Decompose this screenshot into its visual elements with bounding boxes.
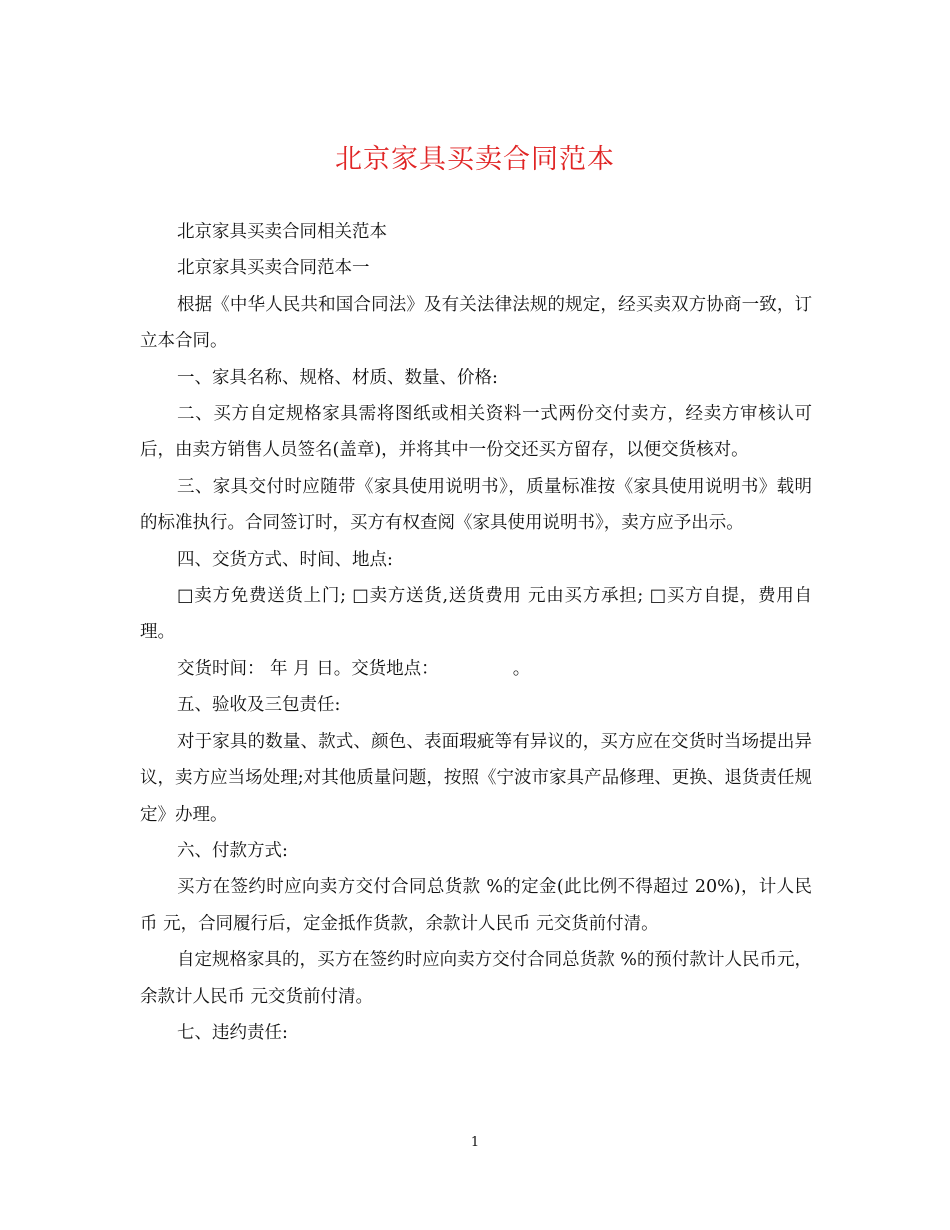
paragraph: 三、家具交付时应随带《家具使用说明书》，质量标准按《家具使用说明书》载明的标准执行。合同签订时，买方有权查阅《家具使用说明书》，卖方应予出示。 bbox=[140, 476, 812, 534]
section-heading: 六、付款方式: bbox=[177, 840, 288, 861]
section-heading: 一、家具名称、规格、材质、数量、价格: bbox=[177, 367, 498, 388]
paragraph: 北京家具买卖合同范本一 bbox=[177, 258, 370, 279]
page-title: 北京家具买卖合同范本 bbox=[335, 144, 615, 175]
paragraph: 二、买方自定规格家具需将图纸或相关资料一式两份交付卖方，经卖方审核认可后，由卖方销售人员签名(盖章)，并将其中一份交还买方留存，以便交货核对。 bbox=[140, 404, 812, 461]
page-number: 1 bbox=[470, 1135, 480, 1150]
delivery-line-suffix: 。 bbox=[512, 658, 531, 679]
section-heading: 五、验收及三包责任: bbox=[177, 695, 341, 716]
delivery-options: □卖方免费送货上门; □卖方送货,送货费用 元由买方承担; □买方自提，费用自理。 bbox=[140, 586, 812, 643]
section-heading: 七、违约责任: bbox=[177, 1022, 288, 1043]
paragraph: 买方在签约时应向卖方交付合同总货款 %的定金(此比例不得超过 20%)，计人民币 元，合同履行后，定金抵作货款，余款计人民币 元交货前付清。 bbox=[140, 877, 812, 934]
delivery-time-place bbox=[140, 651, 812, 687]
section-heading: 四、交货方式、时间、地点: bbox=[177, 549, 393, 570]
paragraph: 北京家具买卖合同相关范本 bbox=[177, 222, 387, 242]
document-body bbox=[140, 214, 812, 1051]
paragraph: 根据《中华人民共和国合同法》及有关法律法规的规定，经买卖双方协商一致，订立本合同。 bbox=[140, 294, 812, 352]
delivery-line-prefix: 交货时间： 年 月 日。交货地点： bbox=[177, 658, 439, 679]
paragraph: 对于家具的数量、款式、颜色、表面瑕疵等有异议的，买方应在交货时当场提出异议，卖方应当场处理;对其他质量问题，按照《宁波市家具产品修理、更换、退货责任规定》办理。 bbox=[140, 731, 812, 825]
paragraph: 自定规格家具的，买方在签约时应向卖方交付合同总货款 %的预付款计人民币元，余款计人民币 元交货前付清。 bbox=[140, 950, 812, 1007]
